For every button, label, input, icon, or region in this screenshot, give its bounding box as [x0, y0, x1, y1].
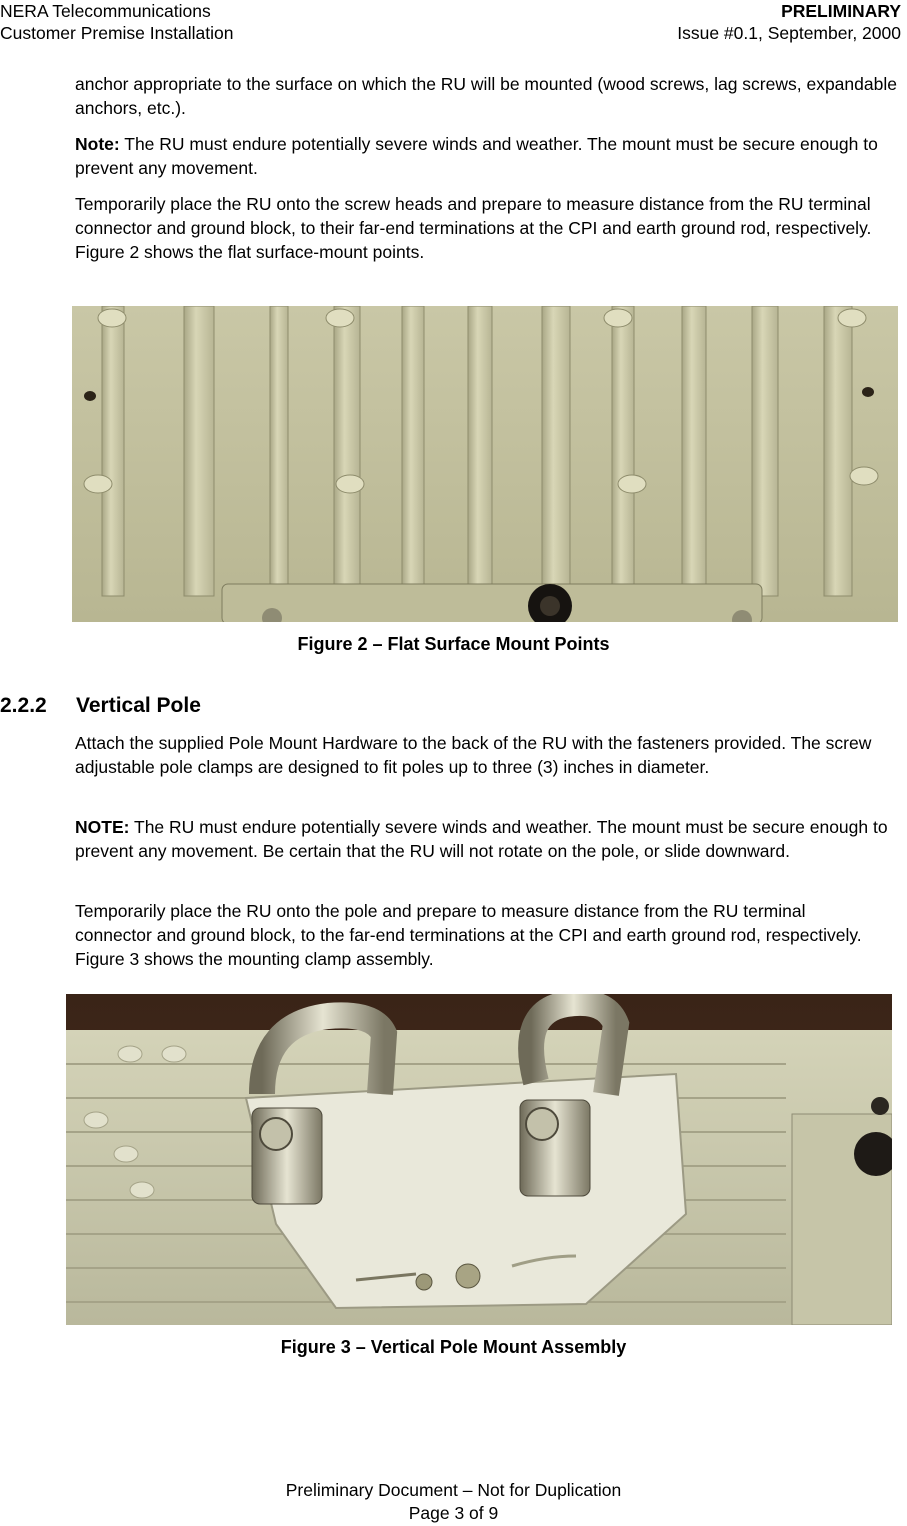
note-label: NOTE: — [75, 817, 130, 837]
note-text: The RU must endure potentially severe winds and weather. The mount must be secure enough to prevent any movement. — [75, 134, 878, 178]
figure-2-caption: Figure 2 – Flat Surface Mount Points — [297, 634, 610, 654]
document-title: Customer Premise Installation — [0, 23, 234, 43]
section-heading — [0, 694, 201, 718]
status-label: PRELIMINARY — [781, 1, 901, 21]
issue-label: Issue #0.1, September, 2000 — [677, 23, 901, 43]
pole-mount-assembly-photo — [66, 994, 892, 1325]
figure-2-photo — [72, 306, 898, 622]
paragraph-pole-hardware: Attach the supplied Pole Mount Hardware to the back of the RU with the fasteners provided. The screw adjustable pole clamps are designed to fit poles up to three (3) inches in diameter. — [75, 733, 872, 777]
company-name: NERA Telecommunications — [0, 1, 211, 21]
note-text: The RU must endure potentially severe winds and weather. The mount must be secure enough to prevent any movement. Be certain that the RU will not rotate on the pole, or slide downward. — [75, 817, 888, 861]
paragraph-anchor: anchor appropriate to the surface on which the RU will be mounted (wood screws, lag screws, expandable anchors, etc.). — [75, 74, 897, 118]
section-title: Vertical Pole — [76, 694, 201, 717]
page-header-left — [0, 0, 233, 44]
paragraph-pole-measure: Temporarily place the RU onto the pole and prepare to measure distance from the RU terminal connector and ground block, to the far-end terminations at the CPI and earth ground rod, respectively. Figure 3 shows the mounting clamp assembly. — [75, 901, 862, 969]
page-footer — [0, 1479, 907, 1525]
flat-surface-mount-photo — [72, 306, 898, 622]
footer-notice: Preliminary Document – Not for Duplication — [285, 1480, 622, 1500]
note-paragraph-1 — [75, 132, 907, 180]
note-paragraph-2 — [75, 815, 895, 863]
section-number: 2.2.2 — [0, 694, 47, 717]
figure-3-photo — [66, 994, 892, 1325]
page-number: Page 3 of 9 — [408, 1503, 499, 1523]
note-label: Note: — [75, 134, 120, 154]
figure-3-caption: Figure 3 – Vertical Pole Mount Assembly — [280, 1337, 627, 1357]
page-header-right — [677, 0, 901, 44]
paragraph-screw-heads: Temporarily place the RU onto the screw heads and prepare to measure distance from the RU terminal connector and ground block, to their far-end terminations at the CPI and earth ground rod, respectively. Figure 2 shows the flat surface-mount points. — [75, 194, 872, 262]
